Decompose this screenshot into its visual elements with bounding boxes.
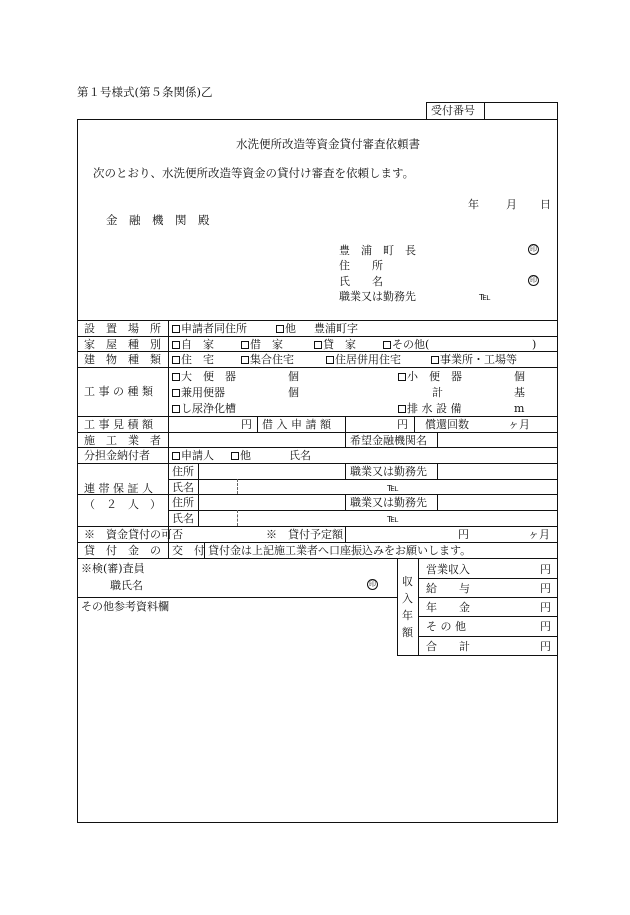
- preferred-bank-label: 希望金融機関名: [350, 434, 427, 447]
- receipt-number-field[interactable]: [486, 103, 556, 118]
- building-apartment-label: 集合住宅: [250, 353, 294, 366]
- checkbox-other-address[interactable]: [276, 325, 284, 333]
- approval-label: ※ 資金貸付の可否: [84, 528, 183, 541]
- house-other-label: その他(: [392, 338, 430, 351]
- planned-amount-label: ※ 貸付予定額: [266, 528, 343, 541]
- date-month: 月: [506, 198, 517, 211]
- tel-icon: ℡: [387, 512, 399, 525]
- repayment-count-label: 償還回数: [425, 418, 469, 431]
- seal-icon: 印: [530, 245, 537, 253]
- building-mixed-label: 住居併用住宅: [335, 353, 401, 366]
- checkbox-urinal[interactable]: [398, 373, 406, 381]
- guarantor-label: 連 帯 保 証 人: [84, 482, 153, 495]
- income-item-label: 営業収入: [426, 563, 470, 576]
- works-dual-label: 兼用便器: [181, 386, 225, 399]
- location-value: 豊浦町字: [314, 322, 358, 335]
- requester-work-label: 職業又は勤務先: [339, 290, 416, 303]
- building-type-label: 建 物 種 類: [84, 353, 161, 366]
- checkbox-own-house[interactable]: [172, 341, 180, 349]
- works-septic-label: し尿浄化槽: [181, 402, 236, 415]
- checkbox-let-house[interactable]: [314, 341, 322, 349]
- checkbox-same-address[interactable]: [172, 325, 180, 333]
- guarantor2-name-label: 氏名: [172, 512, 194, 525]
- works-dual-unit: 個: [288, 386, 299, 399]
- income-item-unit: 円: [540, 582, 551, 595]
- estimate-yen: 円: [241, 418, 252, 431]
- house-own-label: 自 家: [181, 338, 214, 351]
- requester-name-label: 氏 名: [339, 275, 383, 288]
- loan-amount-yen: 円: [397, 418, 408, 431]
- works-large-label: 大 便 器: [181, 370, 236, 383]
- checkbox-apartment[interactable]: [241, 356, 249, 364]
- guarantor-count: （ ２ 人 ）: [84, 498, 161, 511]
- date-day: 日: [540, 198, 551, 211]
- seal-icon: 印: [530, 276, 537, 284]
- tel-icon: ℡: [387, 481, 399, 494]
- checkbox-septic-tank[interactable]: [172, 405, 180, 413]
- location-options: 申請者同住所: [172, 323, 247, 334]
- payer-label: 分担金納付者: [84, 449, 150, 462]
- works-drainage-label: 排 水 設 備: [407, 402, 462, 415]
- tel-icon: ℡: [479, 290, 491, 303]
- income-label: 収 入 年 額: [402, 575, 413, 639]
- checkbox-dual-toilet[interactable]: [172, 389, 180, 397]
- receipt-number-label: 受付番号: [431, 104, 475, 117]
- income-item-label: 合 計: [426, 640, 470, 653]
- income-item-label: 年 金: [426, 601, 470, 614]
- inspector-name-label: 職氏名: [110, 579, 143, 592]
- contractor-label: 施 工 業 者: [84, 434, 161, 447]
- requester-mayor: 豊 浦 町 長: [339, 244, 416, 257]
- income-item-unit: 円: [540, 620, 551, 633]
- works-label: 工 事 の 種 類: [84, 385, 153, 398]
- checkbox-house-other[interactable]: [383, 341, 391, 349]
- notes-label: その他参考資料欄: [81, 600, 169, 613]
- checkbox-drainage[interactable]: [398, 405, 406, 413]
- location-label: 設 置 場 所: [84, 322, 161, 335]
- house-let-label: 貸 家: [323, 338, 356, 351]
- planned-amount-yen: 円: [458, 528, 469, 541]
- checkbox-rented-house[interactable]: [241, 341, 249, 349]
- checkbox-payer-applicant[interactable]: [172, 452, 180, 460]
- delivery-label: 貸 付 金 の 交 付: [84, 544, 205, 557]
- payer-other-label: 他: [240, 449, 251, 462]
- checkbox-business[interactable]: [431, 356, 439, 364]
- guarantor1-work-label: 職業又は勤務先: [350, 465, 427, 478]
- building-residence-label: 住 宅: [181, 353, 214, 366]
- payer-name-label: 氏名: [289, 449, 311, 462]
- requester-address-label: 住 所: [339, 259, 383, 272]
- repayment-month-unit: ヶ月: [508, 418, 530, 431]
- checkbox-toilet-large[interactable]: [172, 373, 180, 381]
- estimate-label: 工 事 見 積 額: [84, 418, 153, 431]
- guarantor1-name-label: 氏名: [172, 481, 194, 494]
- works-total-label: 計: [432, 386, 443, 399]
- income-item-label: 給 与: [426, 582, 470, 595]
- delivery-value: 貸付金は上記施工業者へ口座振込みをお願いします。: [208, 544, 472, 557]
- works-urinal-unit: 個: [514, 370, 525, 383]
- intro-text: 次のとおり、水洗便所改造等資金の貸付け審査を依頼します。: [93, 166, 415, 180]
- notes-area[interactable]: [79, 614, 395, 819]
- income-item-label: そ の 他: [426, 620, 466, 633]
- loan-amount-label: 借 入 申 請 額: [262, 418, 331, 431]
- house-type-label: 家 屋 種 別: [84, 338, 161, 351]
- works-urinal-label: 小 便 器: [407, 370, 462, 383]
- building-business-label: 事業所・工場等: [440, 353, 517, 366]
- form-title: 水洗便所改造等資金貸付審査依頼書: [236, 137, 420, 151]
- location-other-label: 他: [285, 322, 296, 335]
- addressee: 金 融 機 関 殿: [106, 213, 210, 227]
- checkbox-payer-other[interactable]: [231, 452, 239, 460]
- payer-applicant-label: 申請人: [181, 449, 214, 462]
- guarantor1-address-label: 住所: [172, 465, 194, 478]
- form-label: 第１号様式(第５条関係)乙: [77, 85, 213, 99]
- guarantor2-address-label: 住所: [172, 496, 194, 509]
- works-drainage-unit: m: [514, 402, 525, 415]
- works-large-unit: 個: [288, 370, 299, 383]
- inspector-label: ※検(審)査員: [81, 562, 145, 575]
- checkbox-residence[interactable]: [172, 356, 180, 364]
- date-year: 年: [468, 198, 479, 211]
- house-other-close: ): [532, 338, 537, 351]
- planned-month-unit: ヶ月: [528, 528, 550, 541]
- income-item-unit: 円: [540, 563, 551, 576]
- income-item-unit: 円: [540, 640, 551, 653]
- checkbox-mixed-use[interactable]: [326, 356, 334, 364]
- guarantor2-work-label: 職業又は勤務先: [350, 496, 427, 509]
- house-rented-label: 借 家: [250, 338, 283, 351]
- works-total-unit: 基: [514, 386, 525, 399]
- seal-icon: 印: [369, 580, 376, 588]
- income-item-unit: 円: [540, 601, 551, 614]
